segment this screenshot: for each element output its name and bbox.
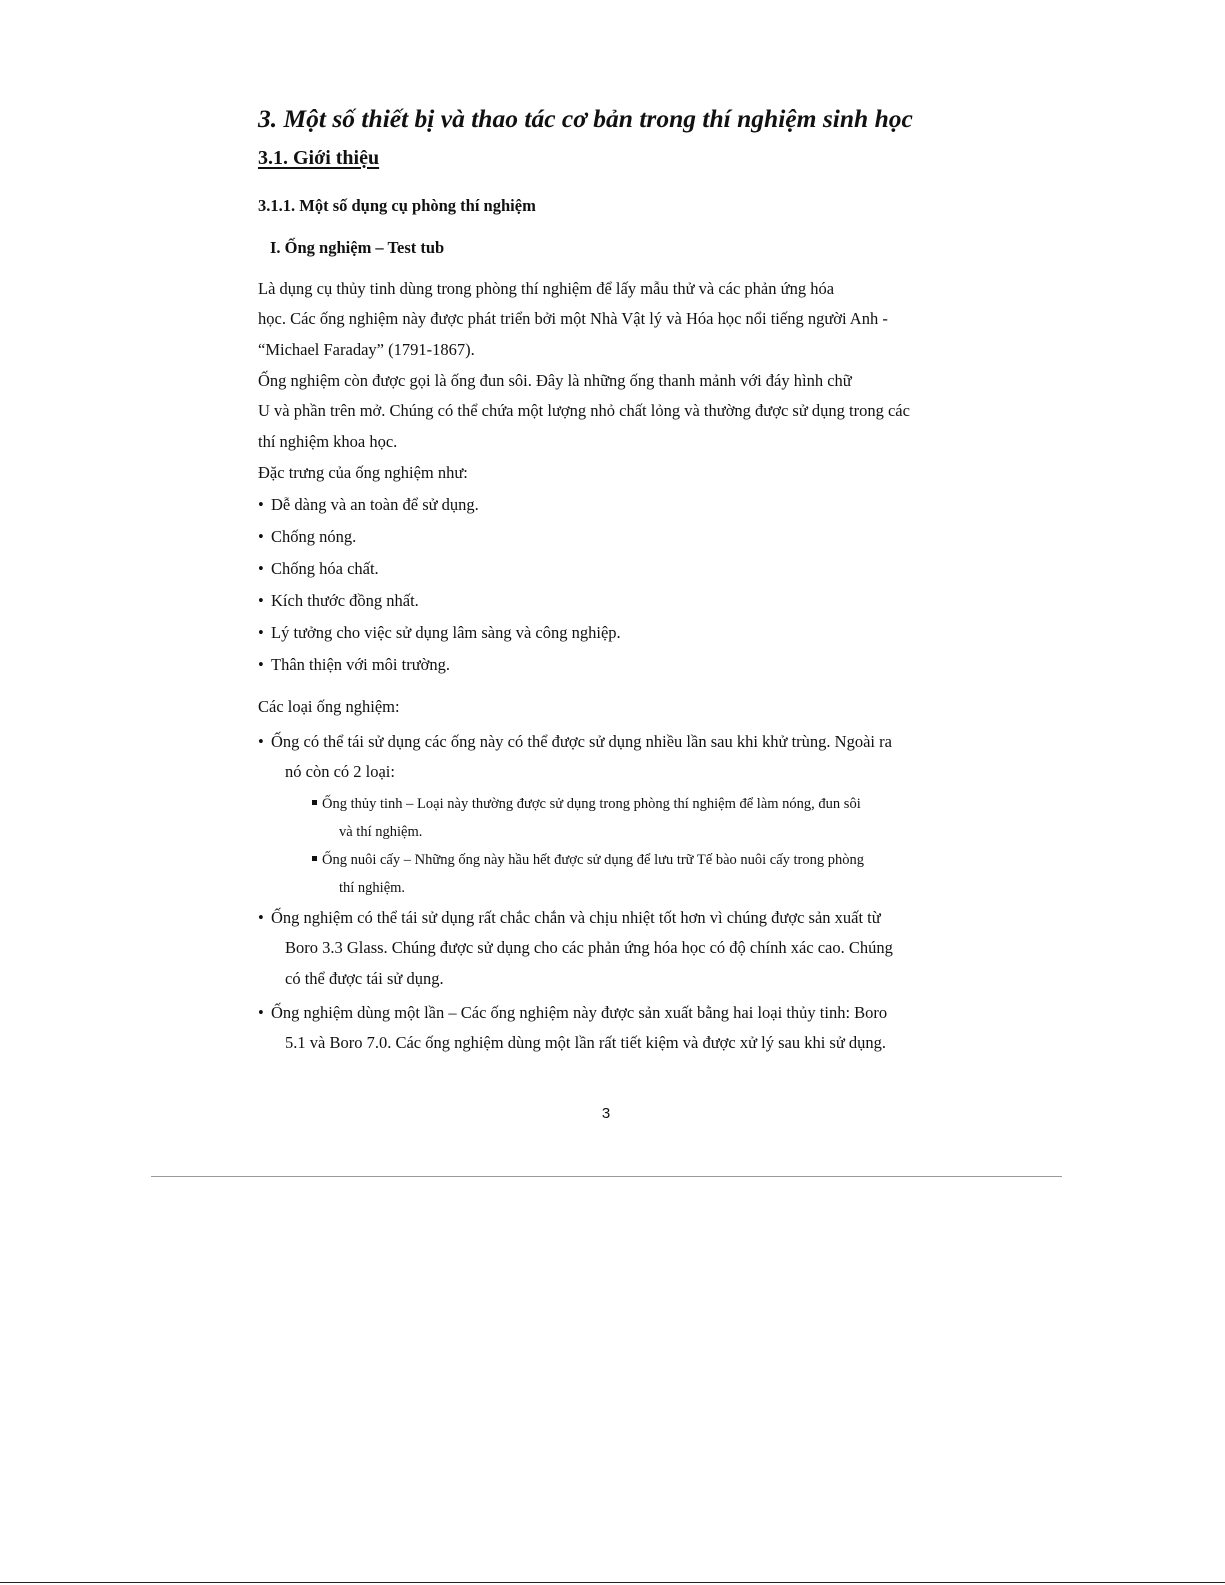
bottom-edge-line [0,1582,1225,1583]
list-item: • Lý tưởng cho việc sử dụng lâm sàng và công nghiệp. [258,623,621,642]
bullet-icon: • [258,559,264,578]
paragraph-line: học. Các ống nghiệm này được phát triển bởi một Nhà Vật lý và Hóa học nổi tiếng người Anh - [258,309,888,328]
page-divider [151,1176,1062,1177]
list-item: • Chống hóa chất. [258,559,379,578]
list-item-continuation: 5.1 và Boro 7.0. Các ống nghiệm dùng một lần rất tiết kiệm và được xử lý sau khi sử dụng. [285,1033,887,1052]
list-item-continuation: nó còn có 2 loại: [285,762,395,781]
section-heading: 3.1. Giới thiệu [258,147,380,169]
sub-list-item: Ống nuôi cấy – Những ống này hầu hết được sử dụng để lưu trữ Tế bào nuôi cấy trong phòng [312,850,864,870]
bullet-icon: • [258,623,264,642]
list-item: • Kích thước đồng nhất. [258,591,419,610]
paragraph-line: Là dụng cụ thủy tinh dùng trong phòng thí nghiệm để lấy mẫu thử và các phản ứng hóa [258,279,835,298]
subsection-heading: 3.1.1. Một số dụng cụ phòng thí nghiệm [258,196,536,215]
bullet-icon: • [258,1003,264,1022]
bullet-icon: • [258,732,264,751]
sub-list-item-continuation: và thí nghiệm. [339,824,423,840]
paragraph-line: Ống nghiệm còn được gọi là ống đun sôi. Đây là những ống thanh mảnh với đáy hình chữ [258,371,852,390]
list-item: • Ống nghiệm dùng một lần – Các ống nghiệm này được sản xuất bằng hai loại thủy tinh: Boro [258,1003,888,1022]
bullet-icon: • [258,495,264,514]
types-intro: Các loại ống nghiệm: [258,697,400,716]
list-item: • Ống nghiệm có thể tái sử dụng rất chắc chắn và chịu nhiệt tốt hơn vì chúng được sản xuất từ [258,908,881,927]
page-number: 3 [601,1105,611,1122]
list-item: • Ống có thể tái sử dụng các ống này có thể được sử dụng nhiều lần sau khi khử trùng. Ngoài ra [258,732,892,751]
features-intro: Đặc trưng của ống nghiệm như: [258,463,468,482]
list-item: • Thân thiện với môi trường. [258,655,450,674]
sub-list-item: Ống thủy tinh – Loại này thường được sử dụng trong phòng thí nghiệm để làm nóng, đun sôi [312,794,861,814]
list-item-continuation: có thể được tái sử dụng. [285,969,444,988]
list-item-continuation: Boro 3.3 Glass. Chúng được sử dụng cho các phản ứng hóa học có độ chính xác cao. Chúng [285,938,893,957]
bullet-icon: • [258,527,264,546]
paragraph-line: U và phần trên mở. Chúng có thể chứa một lượng nhỏ chất lỏng và thường được sử dụng trong các [258,401,910,420]
bullet-icon: • [258,908,264,927]
square-bullet-icon [312,800,317,805]
list-item: • Dễ dàng và an toàn để sử dụng. [258,495,479,514]
item-heading: I. Ống nghiệm – Test tub [270,238,445,257]
sub-list-item-continuation: thí nghiệm. [339,880,406,896]
paragraph-line: thí nghiệm khoa học. [258,432,398,451]
chapter-title: 3. Một số thiết bị và thao tác cơ bản trong thí nghiệm sinh học [258,104,913,133]
list-item: • Chống nóng. [258,527,357,546]
bullet-icon: • [258,591,264,610]
paragraph-line: “Michael Faraday” (1791-1867). [258,340,475,359]
square-bullet-icon [312,856,317,861]
bullet-icon: • [258,655,264,674]
